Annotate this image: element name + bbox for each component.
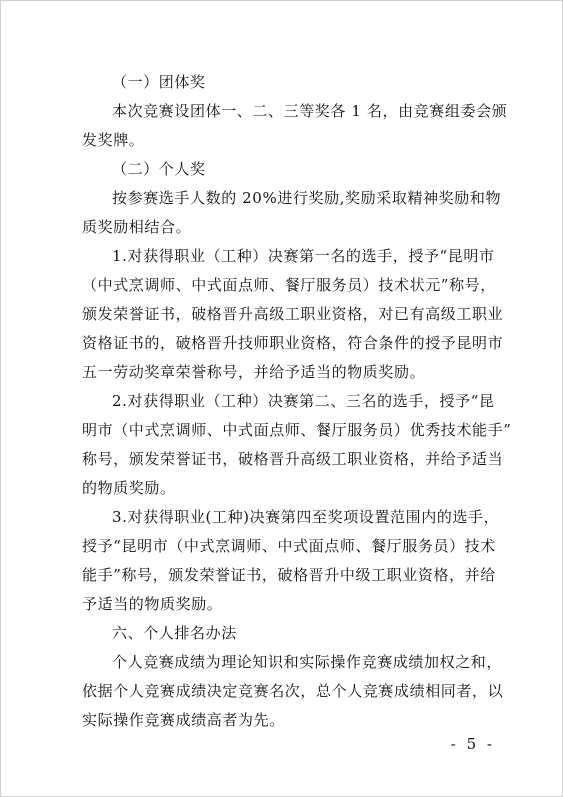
paragraph-line: 能手”称号，颁发荣誉证书，破格晋升中级工职业资格，并给 [82, 566, 496, 584]
paragraph-line: 予适当的物质奖励。 [82, 595, 223, 613]
paragraph-line: 发奖牌。 [82, 131, 145, 149]
paragraph-line: 颁发荣誉证书，破格晋升高级工职业资格，对已有高级工职业 [82, 305, 504, 323]
heading-team-award: （一）团体奖 [112, 73, 206, 91]
heading-individual-award: （二）个人奖 [112, 160, 206, 178]
paragraph-line: 的物质奖励。 [82, 479, 176, 497]
paragraph-line: 资格证书的，破格晋升技师职业资格，符合条件的授予昆明市 [82, 334, 504, 352]
paragraph-line: 明市（中式烹调师、中式面点师、餐厅服务员）优秀技术能手” [82, 421, 512, 439]
paragraph-line: 五一劳动奖章荣誉称号，并给予适当的物质奖励。 [82, 363, 426, 381]
paragraph-line: 质奖励相结合。 [82, 218, 192, 236]
paragraph-line: 个人竞赛成绩为理论知识和实际操作竞赛成绩加权之和， [112, 653, 503, 671]
page-number: - 5 - [450, 735, 495, 753]
paragraph-line: 1.对获得职业（工种）决赛第一名的选手，授予“昆明市 [112, 247, 495, 265]
paragraph-line: 依据个人竞赛成绩决定竞赛名次，总个人竞赛成绩相同者，以 [82, 682, 504, 700]
paragraph-line: 按参赛选手人数的 20%进行奖励,奖励采取精神奖励和物 [112, 189, 502, 207]
paragraph-line: 实际操作竞赛成绩高者为先。 [82, 711, 285, 729]
paragraph-line: 授予“昆明市（中式烹调师、中式面点师、餐厅服务员）技术 [82, 537, 496, 555]
document-body [82, 68, 512, 735]
paragraph-line: 称号，颁发荣誉证书，破格晋升高级工职业资格，并给予适当 [82, 450, 504, 468]
paragraph-line: （中式烹调师、中式面点师、餐厅服务员）技术状元”称号， [82, 276, 496, 294]
paragraph-line: 2.对获得职业（工种）决赛第二、三名的选手，授予“昆 [112, 392, 495, 410]
paragraph-line: 3.对获得职业(工种)决赛第四至奖项设置范围内的选手， [112, 508, 500, 526]
heading-ranking-method: 六、个人排名办法 [112, 624, 237, 642]
paragraph-line: 本次竞赛设团体一、二、三等奖各 1 名，由竞赛组委会颁 [112, 102, 508, 120]
